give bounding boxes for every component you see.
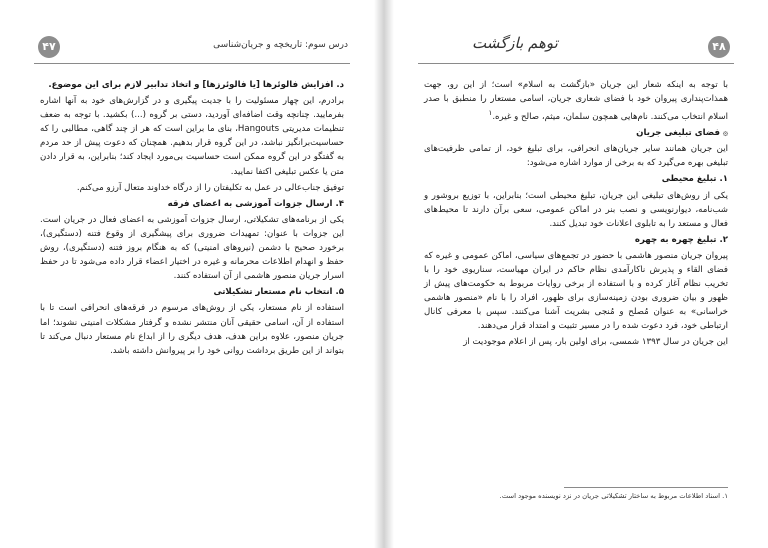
book-logo: توهم بازگشت xyxy=(472,34,558,52)
section-text: این جریان در سال ۱۳۹۳ شمسی، برای اولین بار، پس از اعلام موجودیت از xyxy=(463,337,728,348)
right-page xyxy=(384,0,768,548)
footnote-rule xyxy=(564,487,728,488)
section-heading: ۵. انتخاب نام مستعار تشکیلاتی xyxy=(213,287,344,298)
section-text: پیروان جریان منصور هاشمی با حضور در تجمع‌های سیاسی، اماکن عمومی و غیره که فضای القاء و پذیرش ناکارآمدی نظام حاکم در ایران مهیاست، سناریوی خود را با تخریب نظام آغاز کرده و با استفاده از برخی روایات مربوط به حکومت‌های پیش از ظهور و بیان ضروری بودن زمینه‌سازی برای ظهور، افراد را با نام «منصور هاشمی خراسانی» به عنوان مُصلح و مُنجی بشریت آشنا می‌کنند. سپس با معرفی کانال ارتباطی خود، فرد دعوت شده را در مسیر تثبیت و امتداد قرار می‌دهند. xyxy=(424,250,728,332)
intro-heading: د. افزایش فالوئرها [یا فالوئرزها] و اتخاذ تدابیر لازم برای این موضوع. xyxy=(48,80,344,90)
section-text: استفاده از نام مستعار، یکی از روش‌های مرسوم در فرقه‌های انحرافی است تا با استفاده از آن، اسامی حقیقی آنان منتشر نشده و گرفتار مشکلات امنیتی نشوند؛ اما جریان منصور، علاوه براین هدف، هدف دیگری را از ابداع نام مستعار دنبال می‌کند تا بتواند از این طریق برداشت روانی خود را بر پیروانش داشته باشد. xyxy=(40,303,344,356)
section-heading: ۱. تبلیغ محیطی xyxy=(661,174,728,185)
main-text: این جریان همانند سایر جریان‌های انحرافی، برای تبلیغ خود، از تمامی ظرفیت‌های تبلیغی بهره می‌گیرد که به برخی از موارد اشاره می‌شود: xyxy=(424,144,728,169)
left-page-body xyxy=(40,78,344,360)
page-number-badge: ۴۸ xyxy=(708,36,730,58)
intro-paragraph: برادرم، این چهار مسئولیت را با جدیت پیگیری و در گزارش‌های خود به آنها اشاره بفرمایید. چنانچه وقت اضافه‌ای آوردید، دستی بر گروه (...) بکشید. با توجه به ضعف تنظیمات مدیریتی Hangouts، بنای ما براین است که هر از چند گاهی، مطالبی را که حساسیت‌برانگیز نباشد، در این گروه قرار بدهیم. همچنان که دعوت پیش از حد مردم به گفتگو در این گروه ممکن است حساسیت بی‌مورد ایجاد کند؛ بنابراین، به قرار دادن متن یا عکس تبلیغی اکتفا نمایید. xyxy=(40,96,344,177)
left-page-header xyxy=(34,34,350,64)
ornament-icon: ۞ xyxy=(719,128,728,139)
section-heading: ۴. ارسال جزوات آموزشی به اعضای فرقه xyxy=(167,198,344,209)
right-page-header xyxy=(418,34,734,64)
header-rule xyxy=(418,63,734,64)
header-rule xyxy=(34,63,350,64)
footnote-marker: ۱ xyxy=(488,108,493,118)
main-heading: ۞ فضای تبلیغی جریان xyxy=(636,128,728,139)
gutter-shadow xyxy=(384,0,394,548)
running-head: درس سوم: تاریخچه و جریان‌شناسی xyxy=(213,40,348,50)
right-page-body xyxy=(424,78,728,352)
intro-paragraph: توفیق جناب‌عالی در عمل به تکلیفتان را از درگاه خداوند متعال آرزو می‌کنم. xyxy=(76,182,344,193)
section-text: یکی از برنامه‌های تشکیلاتی، ارسال جزوات آموزشی به اعضای فعال در جریان است. این جزوات با عنوان: تمهیدات ضروری برای پیشگیری از وقوع فتنه (دستگیری)، برخورد صحیح با دشمن (نیروهای امنیتی) که به هنگام بروز فتنه (دستگیری)، روش حفظ و انهدام اطلاعات محرمانه و غیره در اختیار اعضاء قرار داده می‌شود تا در حفظ اسرار جریان منصور هاشمی از آن استفاده کنند. xyxy=(40,214,344,282)
opening-paragraph: با توجه به اینکه شعار این جریان «بازگشت به اسلام» است؛ از این رو، جهت همذات‌پنداری پیروان خود با فضای شعاری جریان، اسامی مستعار را منطبق با صدر اسلام انتخاب می‌کنند. نام‌هایی همچون سلمان، میثم، صالح و غیره.$^۱$ xyxy=(424,80,728,123)
section-heading: ۲. تبلیغ چهره به چهره xyxy=(634,234,728,245)
gutter-shadow xyxy=(374,0,384,548)
page-number-badge: ۴۷ xyxy=(38,36,60,58)
footnote: ۱. اسناد اطلاعات مربوط به ساختار تشکیلاتی جریان در نزد نویسنده موجود است. xyxy=(499,492,728,500)
section-text: یکی از روش‌های تبلیغی این جریان، تبلیغ محیطی است؛ بنابراین، با توزیع بروشور و شب‌نامه، دیوارنویسی و نصب بنر در اماکن عمومی، سعی برآن دارند تا محیط‌های فعال و مستعد را به تابلوی اعلانات خود تبدیل کنند. xyxy=(424,190,728,229)
